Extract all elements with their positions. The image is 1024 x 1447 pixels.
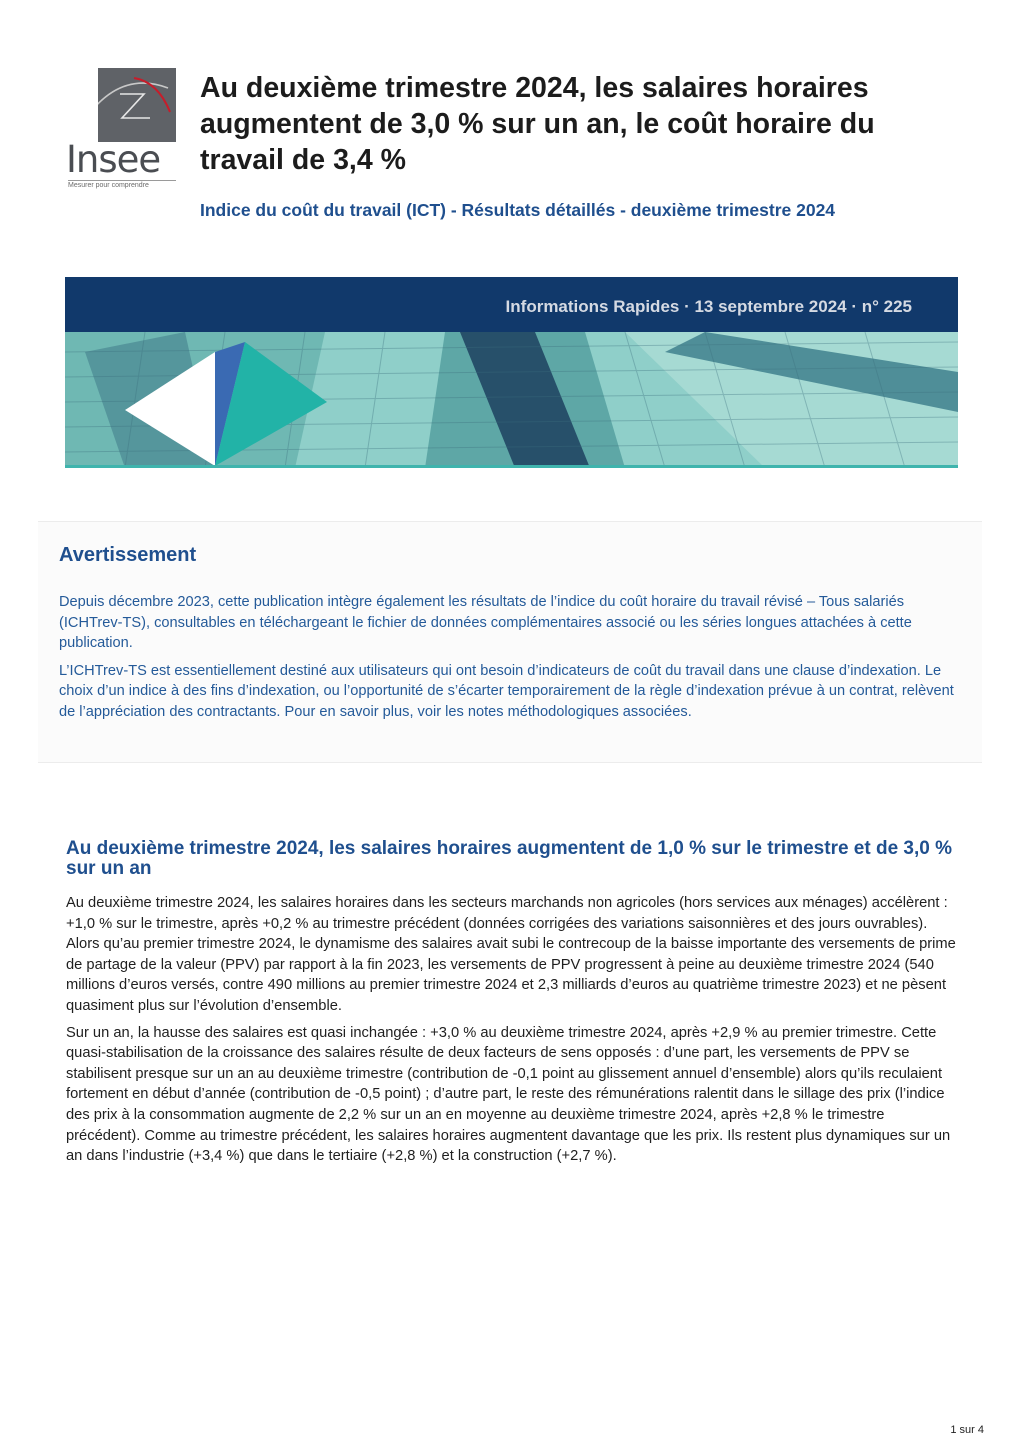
page-subtitle: Indice du coût du travail (ICT) - Résultats détaillés - deuxième trimestre 2024 bbox=[200, 200, 836, 220]
insee-logo[interactable] bbox=[64, 68, 176, 194]
warning-box bbox=[38, 521, 982, 763]
section-body bbox=[66, 893, 959, 1173]
page-title: Au deuxième trimestre 2024, les salaires horaires augmentent de 3,0 % sur un an, le coût horaire du travail de 3,4 % bbox=[200, 72, 875, 176]
section-title: Au deuxième trimestre 2024, les salaires horaires augmentent de 1,0 % sur le trimestre et de 3,0 % sur un an bbox=[66, 838, 953, 879]
section-paragraph: Au deuxième trimestre 2024, les salaires horaires dans les secteurs marchands non agricoles (hors services aux ménages) accélèrent : +1,0 % sur le trimestre, après +0,2 % au trimestre précédent (données corrigées des variations saisonnières et des jours ouvrables). Alors qu’au premier trimestre 2024, le dynamisme des salaires avait subi le contrecoup de la baisse importante des versements de prime de partage de la valeur (PPV) par rapport à la fin 2023, les versements de PPV progressent à peine au deuxième trimestre 2024 (540 millions d’euros versés, contre 490 millions au premier trimestre 2024 et 2,3 milliards d’euros au quatrième trimestre 2023) et ne pèsent quasiment plus sur l’évolution d’ensemble. bbox=[66, 895, 956, 1014]
publication-banner bbox=[65, 277, 958, 468]
warning-title: Avertissement bbox=[59, 544, 197, 566]
banner-accent-line bbox=[65, 465, 958, 468]
page-number: 1 sur 4 bbox=[950, 1424, 984, 1436]
logo-emblem bbox=[98, 68, 176, 142]
banner-building-image bbox=[65, 332, 958, 468]
section-paragraph: Sur un an, la hausse des salaires est quasi inchangée : +3,0 % au deuxième trimestre 2024, après +2,9 % au premier trimestre. Cette quasi-stabilisation de la croissance des salaires résulte de deux facteurs de sens opposés : d’une part, les versements de PPV se stabilisent presque sur un an au deuxième trimestre (contribution de -0,1 point au glissement annuel d’ensemble) alors qu’ils reculaient fortement en début d’année (contribution de -0,5 point) ; d’autre part, le reste des rémunérations ralentit dans le sillage des prix (l’indice des prix à la consommation augmente de 2,2 % sur un an en moyenne au deuxième trimestre 2024, après +2,8 % le trimestre précédent). Comme au trimestre précédent, les salaires horaires augmentent davantage que les prix. Ils restent plus dynamiques sur un an dans l’industrie (+3,4 %) que dans le tertiaire (+2,8 %) et la construction (+2,7 %). bbox=[66, 1024, 951, 1165]
warning-body bbox=[59, 592, 959, 729]
logo-wordmark: Insee bbox=[66, 138, 161, 181]
logo-tagline: Mesurer pour comprendre bbox=[68, 180, 176, 189]
warning-paragraph: L’ICHTrev-TS est essentiellement destiné aux utilisateurs qui ont besoin d’indicateurs de coût du travail dans une clause d’indexation. Le choix d’un indice à des fins d’indexation, ou l’opportunité de s’écarter temporairement de la règle d’indexation prévue à un contrat, relèvent de l’appréciation des contractants. Pour en savoir plus, voir les notes méthodologiques associées. bbox=[59, 662, 954, 720]
warning-paragraph: Depuis décembre 2023, cette publication intègre également les résultats de l’indice du coût horaire du travail révisé – Tous salariés (ICHTrev-TS), consultables en téléchargeant le fichier de données complémentaires associé ou les séries longues attachées à cette publication. bbox=[59, 594, 912, 651]
banner-header-bar bbox=[65, 277, 958, 332]
banner-publication-info: Informations Rapides · 13 septembre 2024 · n° 225 bbox=[505, 297, 912, 316]
